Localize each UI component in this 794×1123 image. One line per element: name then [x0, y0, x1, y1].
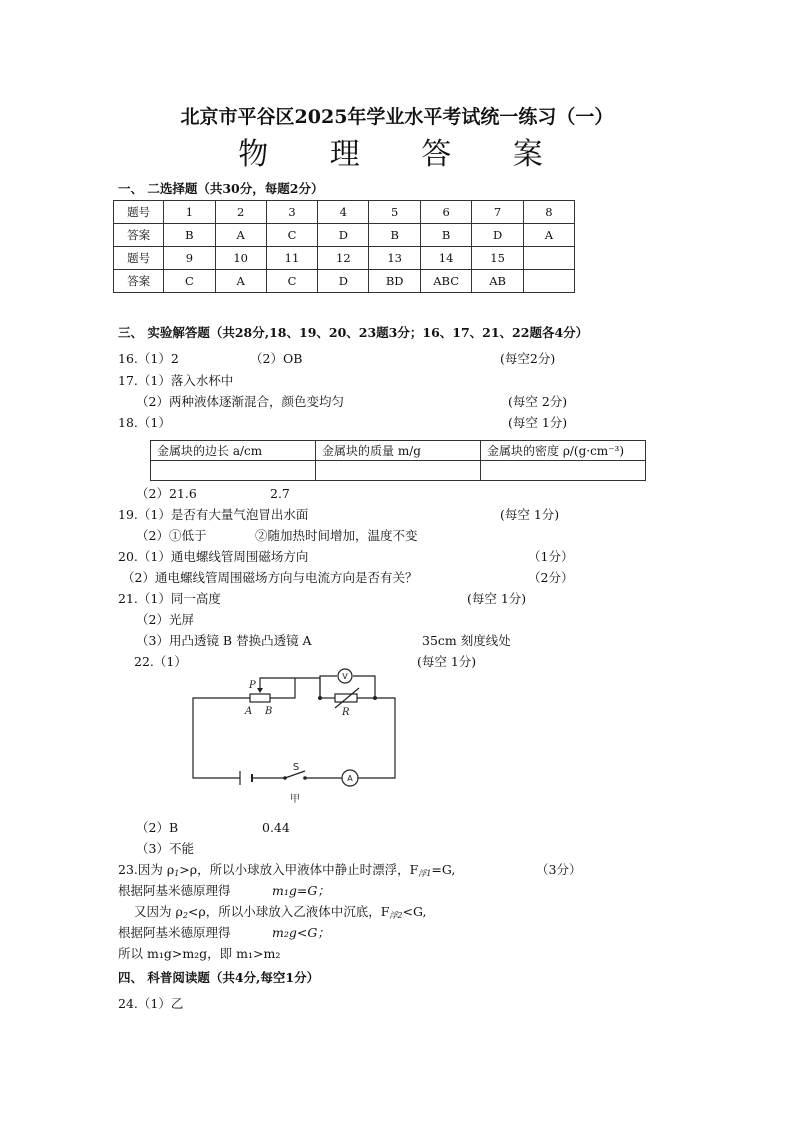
- q16-answer-2: （2）OB: [250, 351, 303, 366]
- answer-table-row: [114, 247, 575, 270]
- answer-table-cell: 5: [369, 201, 420, 224]
- switch-pivot: [283, 776, 287, 780]
- circuit-diagram: [185, 668, 405, 808]
- junction-right: [373, 696, 377, 700]
- answer-table-cell: B: [164, 224, 215, 247]
- answer-table: [113, 200, 575, 293]
- q21-answer-3: （3）用凸透镜 B 替换凸透镜 A: [136, 633, 312, 648]
- answer-table-cell: 1: [164, 201, 215, 224]
- diagram-caption: 甲: [290, 794, 300, 805]
- q18-cell-mass: [316, 461, 481, 481]
- q19-answer-1: 19.（1）是否有大量气泡冒出水面: [118, 507, 309, 522]
- answer-table-cell: D: [472, 224, 523, 247]
- answer-table-cell: [523, 270, 574, 293]
- answer-table-cell: B: [369, 224, 420, 247]
- answer-table-cell: C: [164, 270, 215, 293]
- q18-answer-2b: 2.7: [270, 486, 290, 501]
- answer-table-cell: C: [266, 270, 317, 293]
- wire-v-right: [353, 676, 375, 698]
- answer-table-row-header: 答案: [114, 224, 164, 247]
- answer-table-cell: 13: [369, 247, 420, 270]
- answer-table-cell: C: [266, 224, 317, 247]
- answer-table-cell: 10: [215, 247, 266, 270]
- answer-table-cell: 2: [215, 201, 266, 224]
- q23-line-5: 所以 m₁g>m₂g，即 m₁>m₂: [118, 946, 281, 961]
- label-b: B: [265, 706, 273, 717]
- q18-header-density: 金属块的密度 ρ/(g·cm⁻³): [481, 441, 646, 461]
- q17-answer-2: （2）两种液体逐渐混合，颜色变均匀: [136, 394, 344, 409]
- q19-score: (每空 1分): [500, 507, 560, 522]
- answer-table-row-header: 题号: [114, 247, 164, 270]
- q20-answer-2: （2）通电螺线管周围磁场方向与电流方向是否有关？: [122, 570, 418, 585]
- answer-table-cell: 15: [472, 247, 523, 270]
- q20-answer-1: 20.（1）通电螺线管周围磁场方向: [118, 549, 309, 564]
- q19-answer-2b: ②随加热时间增加，温度不变: [255, 528, 418, 543]
- answer-table-cell: BD: [369, 270, 420, 293]
- q18-answer-1: 18.（1）: [118, 415, 171, 430]
- q23-score: （3分）: [536, 862, 582, 877]
- q22-answer-2: （2）B: [136, 820, 179, 835]
- q22-answer-2b: 0.44: [262, 820, 290, 835]
- junction-left: [318, 696, 322, 700]
- q21-answer-1: 21.（1）同一高度: [118, 591, 221, 606]
- wire-left: [193, 698, 253, 778]
- q23-line-3: 又因为 $\rho_2<\rho$，所以小球放入乙液体中沉底，$F_{浮2}<G$,: [134, 904, 427, 920]
- answer-table-cell: A: [215, 270, 266, 293]
- q18-cell-density: [481, 461, 646, 481]
- answer-table-cell: D: [318, 270, 369, 293]
- q23-line-2b: m₁g=G；: [272, 883, 330, 898]
- answer-table-cell: A: [523, 224, 574, 247]
- document-title: 北京市平谷区2025年学业水平考试统一练习（一）: [180, 106, 614, 128]
- q22-score: (每空 1分): [417, 654, 477, 669]
- q18-answer-2: （2）21.6: [136, 486, 197, 501]
- slider-resistor: [250, 694, 270, 702]
- q18-data-table: [150, 440, 646, 481]
- answer-table-cell: 4: [318, 201, 369, 224]
- q22-answer-1: 22.（1）: [134, 654, 187, 669]
- q23-line-2: 根据阿基米德原理得: [118, 883, 231, 898]
- answer-table-cell: 12: [318, 247, 369, 270]
- answer-table-cell: B: [420, 224, 472, 247]
- answer-table-row: [114, 224, 575, 247]
- q18-header-mass: 金属块的质量 m/g: [316, 441, 481, 461]
- switch-contact: [303, 776, 307, 780]
- q19-answer-2: （2）①低于: [136, 528, 207, 543]
- q16-score: (每空2分): [500, 351, 556, 366]
- q23-line-4: 根据阿基米德原理得: [118, 925, 231, 940]
- q20-score-2: （2分）: [528, 570, 574, 585]
- label-r: R: [342, 707, 350, 718]
- answer-table-cell: 9: [164, 247, 215, 270]
- answer-table-row-header: 题号: [114, 201, 164, 224]
- q18-cell-side: [151, 461, 316, 481]
- answer-table-cell: AB: [472, 270, 523, 293]
- wire-slider-p: [260, 678, 295, 682]
- q21-answer-2: （2）光屏: [136, 612, 194, 627]
- q23-line-4b: m₂g<G；: [272, 925, 330, 940]
- q21-answer-3b: 35cm 刻度线处: [422, 633, 511, 648]
- section1-heading: 一、 二选择题（共30分，每题2分）: [118, 181, 324, 196]
- q17-score: (每空 2分): [508, 394, 568, 409]
- label-a: A: [245, 706, 253, 717]
- q18-header-side: 金属块的边长 a/cm: [151, 441, 316, 461]
- answer-table-cell: 14: [420, 247, 472, 270]
- section3-heading: 三、 实验解答题（共28分,18、19、20、23题3分；16、17、21、22题各4分）: [118, 325, 589, 340]
- q17-answer-1: 17.（1）落入水杯中: [118, 373, 234, 388]
- label-s: S: [292, 762, 300, 773]
- answer-table-cell: 7: [472, 201, 523, 224]
- answer-table-cell: 8: [523, 201, 574, 224]
- section4-heading: 四、 科普阅读题（共4分,每空1分）: [118, 970, 320, 985]
- answer-table-row: [114, 270, 575, 293]
- answer-table-cell: [523, 247, 574, 270]
- wire-right: [358, 698, 395, 778]
- answer-table-row-header: 答案: [114, 270, 164, 293]
- q23-line-1: 23.因为 $\rho_1>\rho$，所以小球放入甲液体中静止时漂浮，$F_{浮1}=G$,: [118, 862, 456, 878]
- q16-answer-1: 16.（1）2: [118, 351, 179, 366]
- answer-table-cell: ABC: [420, 270, 472, 293]
- answer-table-cell: D: [318, 224, 369, 247]
- answer-table-cell: 11: [266, 247, 317, 270]
- resistor-r: [335, 694, 357, 702]
- slider-p-head: [257, 688, 263, 693]
- label-p: P: [249, 680, 256, 691]
- answer-table-cell: 3: [266, 201, 317, 224]
- q21-score: (每空 1分): [467, 591, 527, 606]
- wire-top-bump: [270, 678, 320, 698]
- label-ammeter: A: [347, 774, 353, 783]
- q22-answer-3: （3）不能: [136, 841, 194, 856]
- document-subtitle: 物 理 答 案: [238, 137, 569, 172]
- answer-table-cell: 6: [420, 201, 472, 224]
- q20-score-1: （1分）: [528, 549, 574, 564]
- q18-score: (每空 1分): [508, 415, 568, 430]
- label-v: V: [342, 672, 348, 681]
- variable-arrow: [335, 688, 359, 708]
- answer-table-row: [114, 201, 575, 224]
- q24-answer-1: 24.（1）乙: [118, 996, 184, 1011]
- answer-table-cell: A: [215, 224, 266, 247]
